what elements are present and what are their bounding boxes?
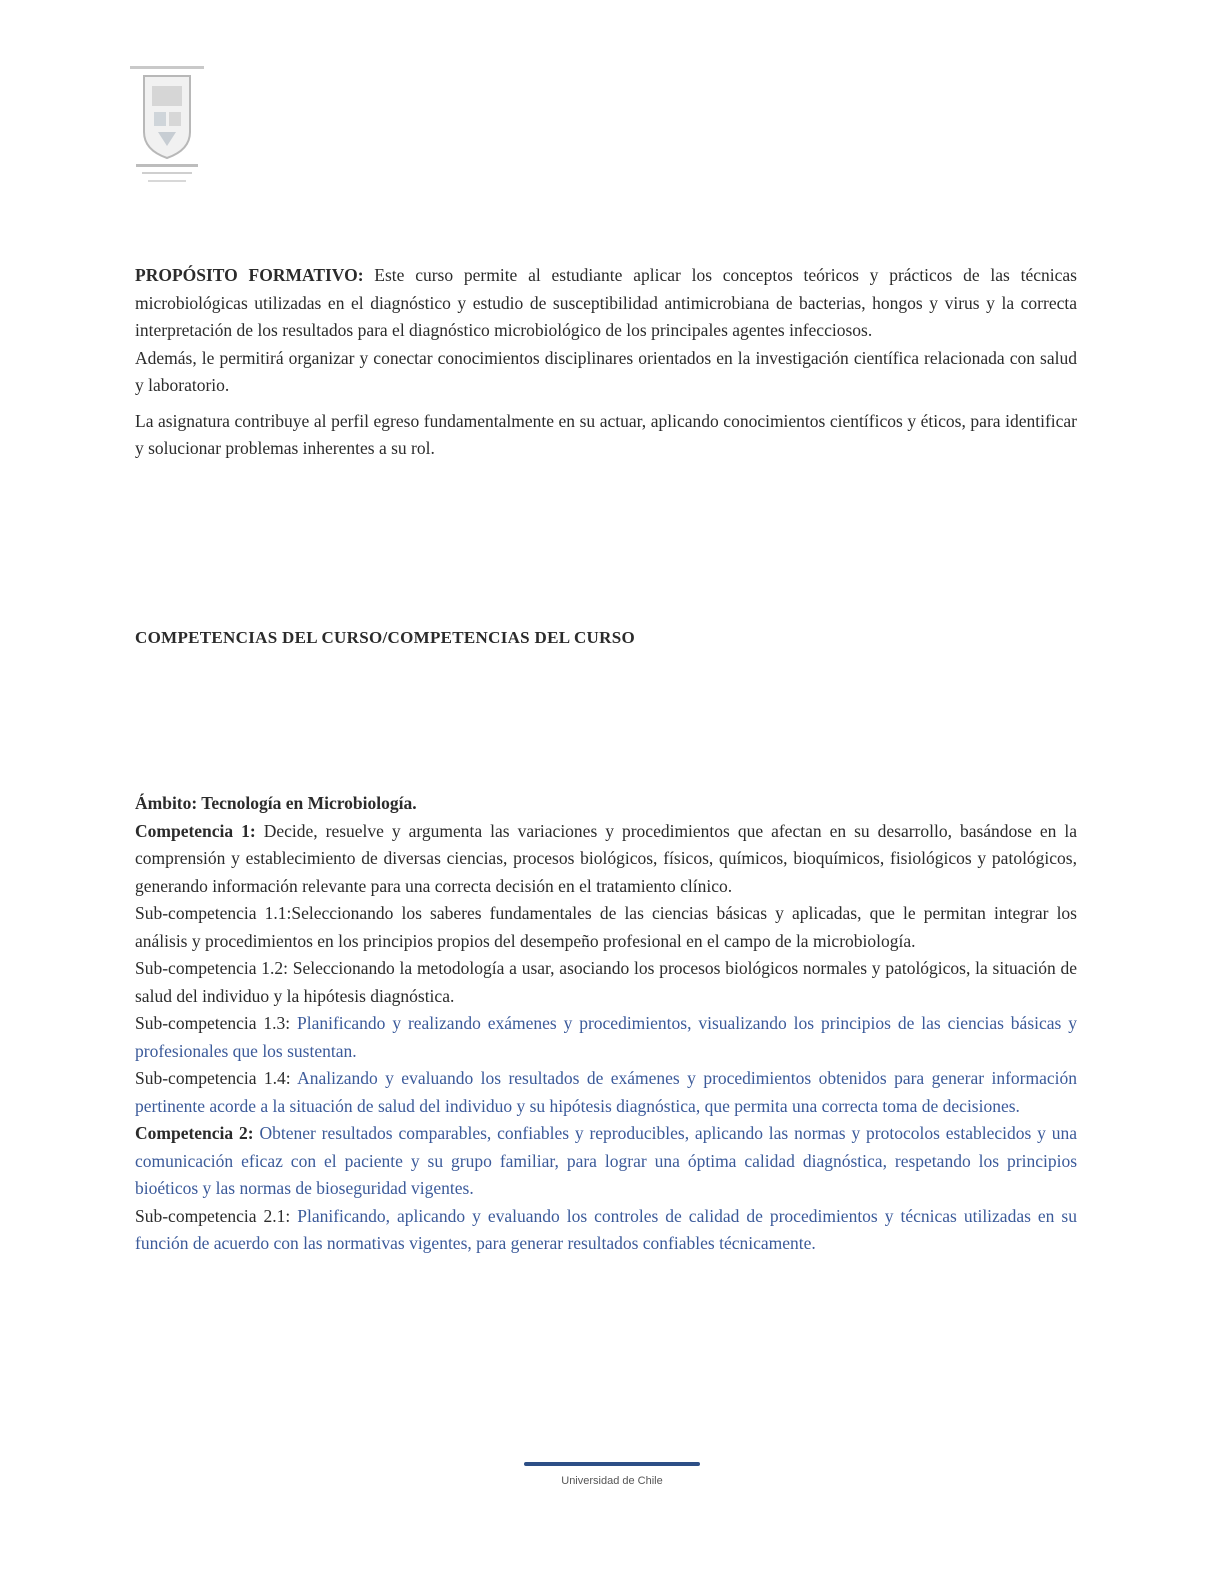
sub-competency-1-4	[135, 1065, 1077, 1120]
sub-competency-2-1	[135, 1203, 1077, 1258]
footer-text: Universidad de Chile	[561, 1475, 663, 1487]
university-crest-icon	[128, 62, 206, 192]
sub-competency-1-3-label: Sub-competencia 1.3:	[135, 1013, 297, 1033]
sub-competency-1-1: Sub-competencia 1.1:Seleccionando los saberes fundamentales de las ciencias básicas y aplicadas, que le permitan integrar los análisis y procedimientos en los principios propios del desempeño profesional en el campo de la microbiología.	[135, 903, 1077, 951]
competency-area: Ámbito: Tecnología en Microbiología.	[135, 793, 417, 813]
sub-competency-1-3	[135, 1010, 1077, 1065]
footer-rule	[524, 1462, 700, 1466]
profile-contribution-text: La asignatura contribuye al perfil egreso fundamentalmente en su actuar, aplicando conocimientos científicos y éticos, para identificar y solucionar problemas inherentes a su rol.	[135, 410, 1077, 458]
sub-competency-2-1-text: Planificando, aplicando y evaluando los controles de calidad de procedimientos y técnicas utilizadas en su función de acuerdo con las normativas vigentes, para generar resultados confiables técnicamente.	[135, 1205, 1077, 1253]
sub-competency-2-1-label: Sub-competencia 2.1:	[135, 1205, 298, 1226]
sub-competency-1-2: Sub-competencia 1.2: Seleccionando la metodología a usar, asociando los procesos biológicos normales y patológicos, la situación de salud del individuo y la hipótesis diagnóstica.	[135, 958, 1077, 1006]
purpose-label: PROPÓSITO FORMATIVO:	[135, 265, 364, 285]
competency-1	[135, 818, 1077, 901]
sub-competency-1-3-text: Planificando y realizando exámenes y procedimientos, visualizando los principios de las ciencias básicas y profesionales que los sustentan.	[135, 1013, 1077, 1061]
competency-2-label: Competencia 2:	[135, 1123, 260, 1143]
competencies-section	[135, 790, 1077, 1258]
sub-competency-1-4-label: Sub-competencia 1.4:	[135, 1068, 298, 1088]
competency-2	[135, 1120, 1077, 1203]
competencies-heading: COMPETENCIAS DEL CURSO/COMPETENCIAS DEL CURSO	[135, 628, 635, 647]
competency-2-text: Obtener resultados comparables, confiables y reproducibles, aplicando las normas y protocolos establecidos y una comunicación eficaz con el paciente y su grupo familiar, para lograr una óptima calidad diagnóstica, respetando los principios bioéticos y las normas de bioseguridad vigentes.	[135, 1123, 1077, 1198]
purpose-paragraph	[135, 262, 1077, 345]
page-footer	[524, 1462, 700, 1487]
purpose-additional-text: Además, le permitirá organizar y conectar conocimientos disciplinares orientados en la investigación científica relacionada con salud y laboratorio.	[135, 347, 1077, 395]
crest-graphic	[128, 62, 206, 192]
competency-1-label: Competencia 1:	[135, 820, 256, 841]
purpose-section	[135, 262, 1077, 463]
purpose-text: Este curso permite al estudiante aplicar los conceptos teóricos y prácticos de las técnicas microbiológicas utilizadas en el diagnóstico y estudio de susceptibilidad antimicrobiana de bacterias, hongos y virus y la correcta interpretación de los resultados para el diagnóstico microbiológico de los principales agentes infecciosos.	[135, 265, 1077, 340]
competency-1-text: Decide, resuelve y argumenta las variaciones y procedimientos que afectan en su desarrollo, basándose en la comprensión y establecimiento de diversas ciencias, procesos biológicos, físicos, químicos, bioquímicos, fisiológicos y patológicos, generando información relevante para una correcta decisión en el tratamiento clínico.	[135, 820, 1077, 896]
sub-competency-1-4-text: Analizando y evaluando los resultados de exámenes y procedimientos obtenidos para generar información pertinente acorde a la situación de salud del individuo y su hipótesis diagnóstica, que permita una correcta toma de decisiones.	[135, 1068, 1077, 1116]
